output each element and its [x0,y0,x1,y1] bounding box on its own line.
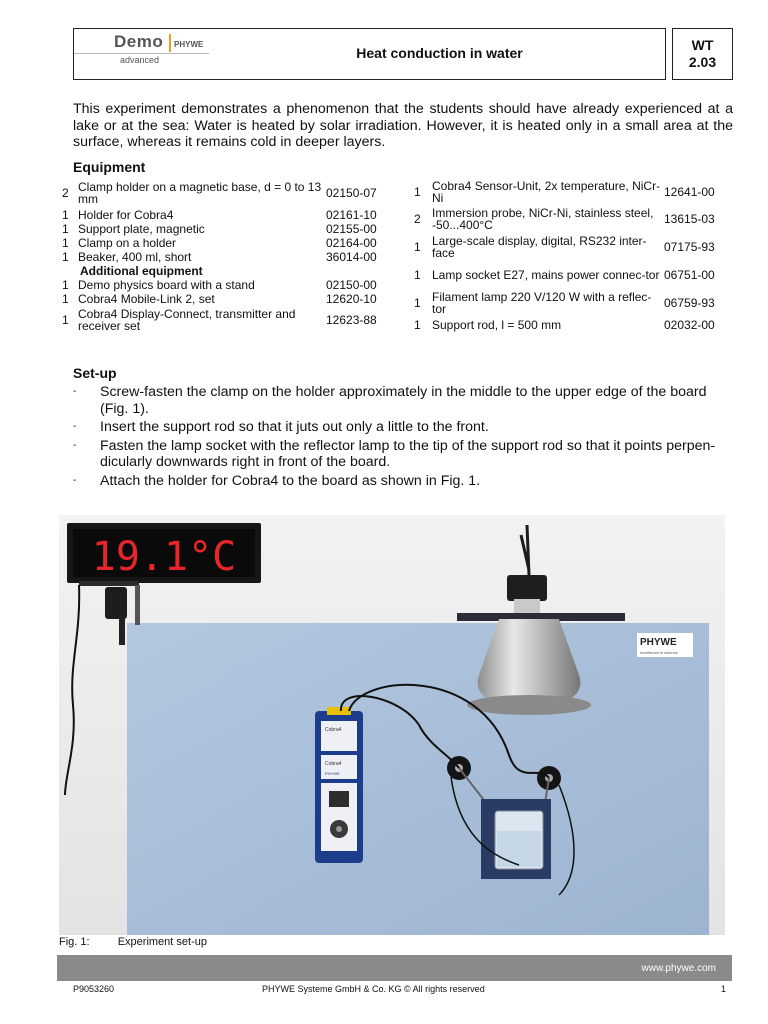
equipment-row [62,237,386,250]
setup-step-text: Insert the support rod so that it juts out only a little to the front. [100,419,489,435]
footer-page-number: 1 [721,984,727,994]
equipment-row [414,319,724,332]
document-code-line2: 2.03 [688,54,717,70]
logo-sub-text: advanced [120,55,160,65]
equipment-qty: 1 [414,295,421,310]
equipment-code: 02155-00 [326,222,377,236]
svg-text:PHYWE: PHYWE [640,637,677,648]
setup-step [73,384,733,417]
equipment-code: 02150-00 [326,278,377,292]
logo-accent-bar [169,34,171,52]
equipment-name: Clamp on a holder [78,236,177,250]
equipment-name: Lamp socket E27, mains power connec-tor [432,267,660,282]
water [497,831,541,867]
equipment-row [414,206,724,232]
equipment-row [62,251,386,264]
list-bullet: - [73,439,77,451]
setup-heading: Set-up [73,365,117,381]
equipment-qty: 1 [62,312,69,327]
svg-text:Cobra4: Cobra4 [325,727,342,733]
equipment-code: 06751-00 [664,267,715,282]
equipment-name: Clamp holder on a magnetic base, d = 0 to 13 mm [78,179,322,206]
equipment-name: Cobra4 Sensor-Unit, 2x temperature, NiCr-Ni [432,178,661,205]
equipment-name: Immersion probe, NiCr-Ni, stainless steel, -50...400°C [432,205,654,232]
footer-copyright: PHYWE Systeme GmbH & Co. KG © All rights reserved [262,984,485,994]
logo-divider [74,53,209,54]
equipment-qty: 1 [62,208,69,222]
svg-text:Cobra4: Cobra4 [325,761,342,767]
equipment-row [62,209,386,222]
setup-step-text: Attach the holder for Cobra4 to the board as shown in Fig. 1. [100,472,481,489]
display-temperature-value: 19.1°C [91,534,237,580]
list-bullet: - [73,386,77,397]
equipment-code: 36014-00 [326,250,377,264]
setup-step [73,473,733,490]
setup-step [73,419,733,436]
equipment-row [62,307,386,333]
equipment-row [414,234,724,260]
equipment-name: Filament lamp 220 V/120 W with a reflec-tor [432,289,652,316]
setup-step-text: Screw-fasten the clamp on the holder approximately in the middle to the upper edge of the board (Fig. 1). [100,384,707,417]
intro-paragraph: This experiment demonstrates a phenomenon that the students should have already experienced at a lake or at the sea: Water is heated by solar irradiation. However, it is heated only in a small area at the surface, whereas it remains cold in deeper layers. [73,101,733,150]
setup-steps-list [73,384,733,491]
footer-bar [57,955,732,981]
document-code-box [672,28,733,80]
equipment-code: 02032-00 [664,318,715,332]
equipment-qty: 1 [62,222,69,236]
equipment-name: Cobra4 Mobile-Link 2, set [78,292,215,306]
svg-text:PHYWE: PHYWE [325,771,340,776]
footer-website-link[interactable]: www.phywe.com [641,963,716,974]
equipment-name: Support plate, magnetic [78,222,205,236]
figure-caption-label: Fig. 1: [59,936,90,948]
equipment-qty: 1 [62,292,69,306]
equipment-name: Large-scale display, digital, RS232 inter-face [432,233,647,260]
equipment-name: Demo physics board with a stand [78,278,255,292]
demo-advanced-logo [74,29,224,65]
board-phywe-logo [637,633,693,657]
footer-document-id: P9053260 [73,984,115,994]
lamp-socket [507,575,547,601]
equipment-name: Holder for Cobra4 [78,208,174,222]
equipment-code: 13615-03 [664,211,715,226]
equipment-qty: 1 [414,267,421,282]
equipment-code: 02164-00 [326,236,377,250]
equipment-name: Cobra4 Display-Connect, transmitter and receiver set [78,306,296,333]
experiment-setup-illustration [59,515,725,935]
equipment-code: 07175-93 [664,239,715,254]
logo-demo-text: Demo [114,32,164,51]
equipment-row [62,279,386,292]
equipment-qty: 1 [414,184,421,199]
figure-caption-text: Experiment set-up [117,936,207,948]
equipment-heading: Equipment [73,159,146,175]
setup-step-text: Fasten the lamp socket with the reflector lamp to the tip of the support rod so that it points perpen-dicularly downwards right in front of the board. [100,437,716,470]
equipment-code: 02150-07 [326,185,377,200]
equipment-qty: 1 [62,278,69,292]
header-box [73,28,666,80]
equipment-qty: 1 [414,239,421,254]
equipment-code: 02161-10 [326,208,377,222]
document-title: Heat conduction in water [356,45,523,61]
equipment-row [414,179,724,205]
equipment-row [414,262,724,288]
svg-text:excellence in science: excellence in science [640,650,678,655]
equipment-name: Support rod, l = 500 mm [432,318,562,332]
equipment-code: 12620-10 [326,292,377,306]
equipment-name: Beaker, 400 ml, short [78,250,192,264]
equipment-row [62,293,386,306]
equipment-code: 12623-88 [326,312,377,327]
list-bullet: - [73,421,77,432]
demo-board [127,623,709,935]
lamp-rim [467,695,591,715]
equipment-code: 12641-00 [664,184,715,199]
equipment-row [62,223,386,236]
figure-caption [59,936,207,948]
equipment-qty: 1 [414,318,421,332]
list-bullet: - [73,474,77,486]
equipment-qty: 1 [62,236,69,250]
equipment-qty: 2 [62,185,69,200]
logo-brand-text: PHYWE [174,40,204,49]
equipment-qty: 1 [62,250,69,264]
equipment-qty: 2 [414,211,421,226]
equipment-code: 06759-93 [664,295,715,310]
experiment-setup-photo [59,515,725,935]
equipment-row [414,290,724,316]
equipment-row [62,180,386,206]
display-stand-rod [135,585,140,625]
document-code-line1: WT [691,37,714,53]
additional-equipment-heading: Additional equipment [80,264,203,278]
power-plug [105,587,127,619]
large-digital-display [67,523,261,586]
setup-step [73,438,733,471]
cobra4-unit [315,707,363,863]
